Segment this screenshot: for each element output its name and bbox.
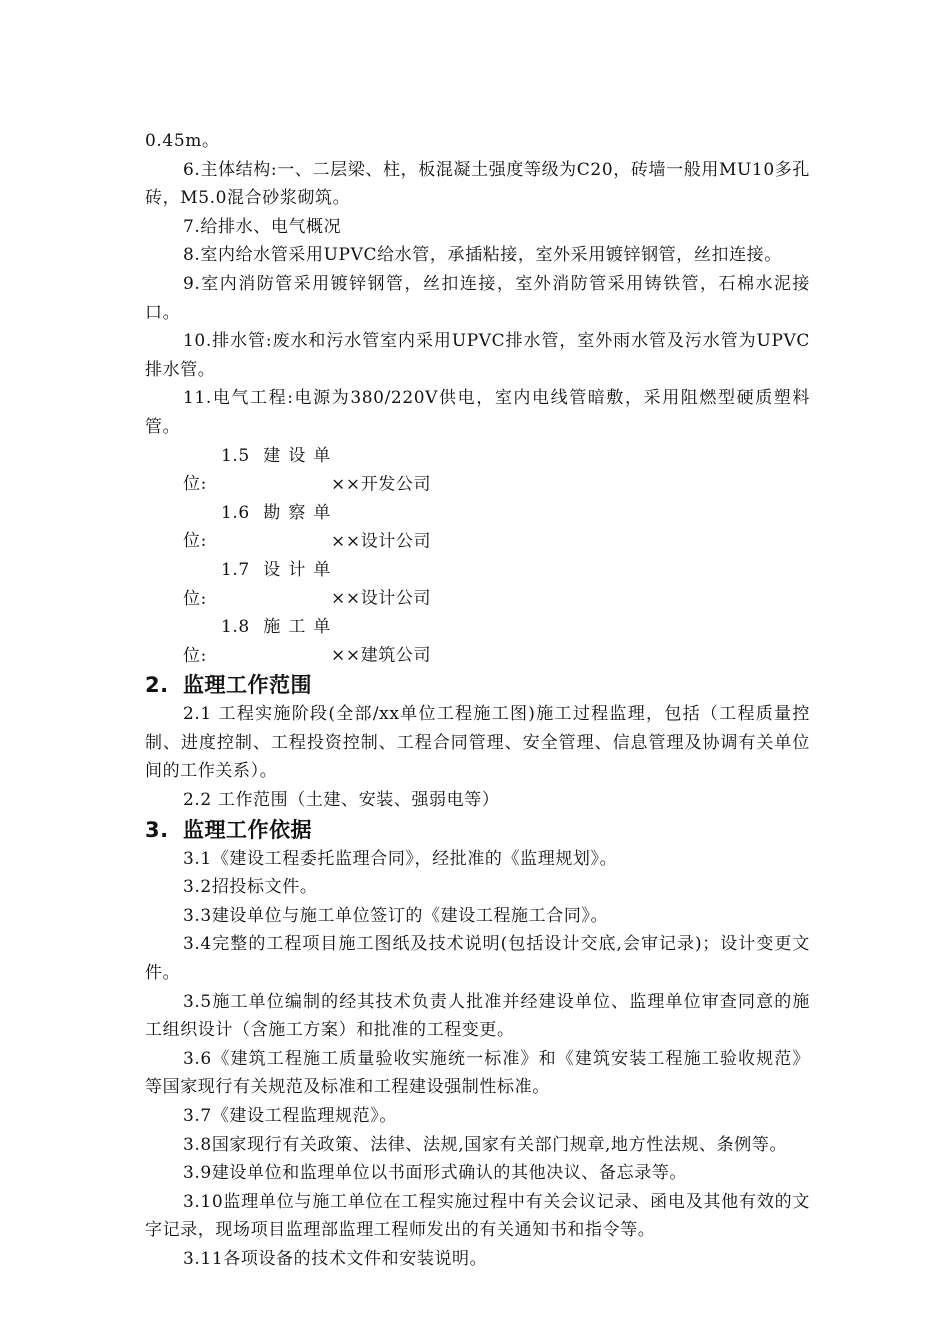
paragraph: 3.3建设单位与施工单位签订的《建设工程施工合同》。 [183,905,609,926]
unit-row-survey [145,499,810,556]
unit-value: ××建筑公司 [331,645,432,666]
paragraph: 2.1 工程实施阶段(全部/xx单位工程施工图)施工过程监理，包括（工程质量控制、进度控制、工程投资控制、工程合同管理、安全管理、信息管理及协调有关单位间的工作关系）。 [145,704,810,782]
paragraph: 3.4完整的工程项目施工图纸及技术说明(包括设计交底,会审记录)；设计变更文件。 [145,934,810,984]
project-units-list [145,442,810,671]
unit-label: 1.6 勘察单位: [183,502,331,552]
unit-label: 1.7 设计单位: [183,559,331,609]
paragraph: 3.10监理单位与施工单位在工程实施过程中有关会议记录、函电及其他有效的文字记录，现场项目监理部监理工程师发出的有关通知书和指令等。 [145,1191,810,1241]
section-number: 2. [145,673,169,698]
section-title: 监理工作依据 [183,817,312,842]
section-3-heading [145,815,810,845]
unit-row-contractor [145,613,810,670]
paragraph: 3.9建设单位和监理单位以书面形式确认的其他决议、备忘录等。 [183,1163,688,1184]
section-number: 3. [145,817,169,842]
unit-value: ××设计公司 [331,531,432,552]
paragraph: 3.2招投标文件。 [183,877,318,898]
paragraph: 11.电气工程:电源为380/220V供电，室内电线管暗敷，采用阻燃型硬质塑料管。 [145,388,810,437]
paragraph: 3.6《建筑工程施工质量验收实施统一标准》和《建筑安装工程施工验收规范》等国家现行有关规范及标准和工程建设强制性标准。 [145,1048,810,1098]
unit-value: ××设计公司 [331,588,432,609]
paragraph: 10.排水管:废水和污水管室内采用UPVC排水管，室外雨水管及污水管为UPVC排水管。 [145,331,810,380]
paragraph: 3.7《建设工程监理规范》。 [183,1106,397,1126]
paragraph: 7.给排水、电气概况 [183,216,342,237]
section-title: 监理工作范围 [183,673,312,698]
unit-label: 1.5 建设单位: [183,445,331,495]
paragraph: 6.主体结构:一、二层梁、柱，板混凝土强度等级为C20，砖墙一般用MU10多孔砖，M5.0混合砂浆砌筑。 [145,159,810,209]
section-3-body [145,845,810,1274]
paragraph: 3.5施工单位编制的经其技术负责人批准并经建设单位、监理单位审查同意的施工组织设计（含施工方案）和批准的工程变更。 [145,991,810,1041]
unit-row-construction [145,442,810,499]
unit-value: ××开发公司 [331,474,432,495]
paragraph: 3.8国家现行有关政策、法律、法规,国家有关部门规章,地方性法规、条例等。 [183,1134,788,1155]
project-overview-text [145,127,810,442]
paragraph: 0.45m。 [145,131,220,151]
paragraph: 3.11各项设备的技术文件和安装说明。 [183,1248,488,1269]
paragraph: 3.1《建设工程委托监理合同》，经批准的《监理规划》。 [183,848,618,869]
unit-label: 1.8 施工单位: [183,617,331,666]
unit-row-design [145,556,810,613]
paragraph: 9.室内消防管采用镀锌钢管，丝扣连接，室外消防管采用铸铁管，石棉水泥接口。 [145,273,810,323]
paragraph: 2.2 工作范围（土建、安装、强弱电等） [183,790,500,811]
section-2-body [145,700,810,814]
section-2-heading [145,670,810,700]
paragraph: 8.室内给水管采用UPVC给水管，承插粘接，室外采用镀锌钢管，丝扣连接。 [183,245,782,266]
